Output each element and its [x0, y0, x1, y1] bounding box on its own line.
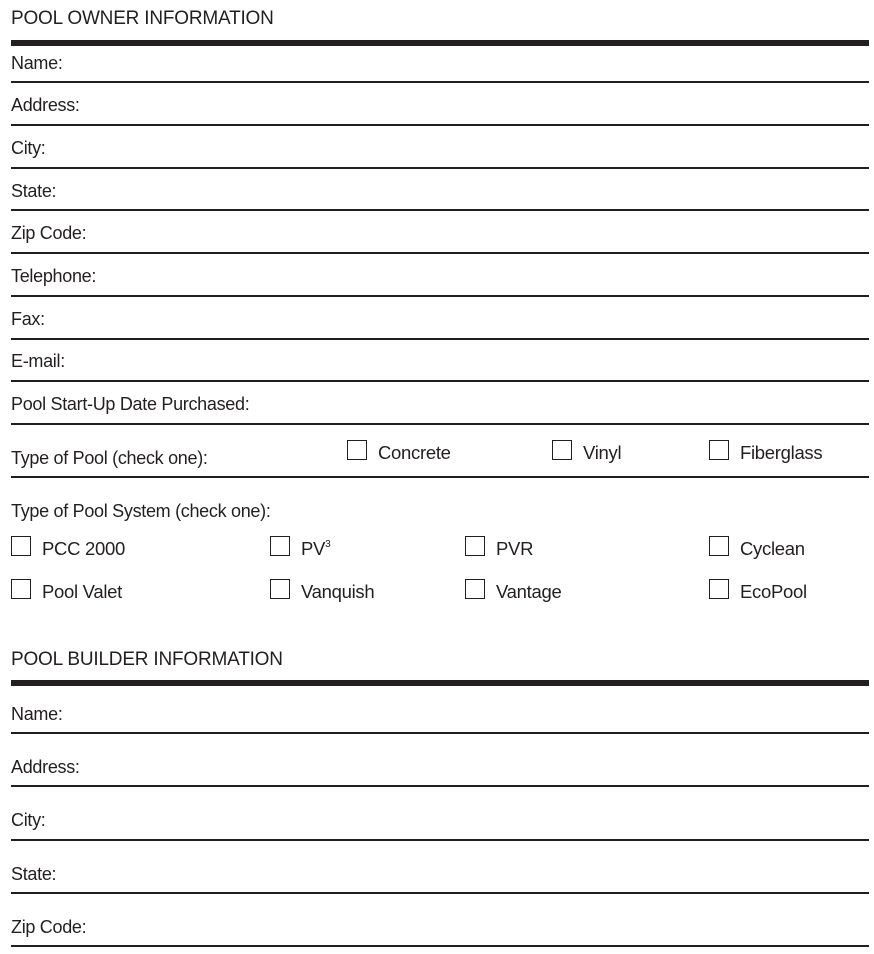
builder-heading-divider	[11, 680, 869, 686]
pool-system-pv3-option[interactable]	[270, 536, 330, 560]
builder-address-label: Address:	[11, 757, 80, 777]
owner-state-field[interactable]	[11, 209, 869, 211]
builder-city-field[interactable]	[11, 839, 869, 841]
builder-state-label: State:	[11, 864, 57, 884]
pool-system-ecopool-option[interactable]	[709, 579, 807, 603]
pool-type-label: Type of Pool (check one):	[11, 448, 208, 468]
pool-system-vantage-option[interactable]	[465, 579, 561, 603]
fiberglass-label: Fiberglass	[740, 442, 823, 463]
checkbox-cyclean[interactable]	[709, 536, 729, 556]
vantage-label: Vantage	[496, 581, 562, 602]
poolvalet-label: Pool Valet	[42, 581, 122, 602]
owner-zip-field[interactable]	[11, 252, 869, 254]
pool-type-vinyl-option[interactable]	[552, 440, 621, 464]
checkbox-concrete[interactable]	[347, 440, 367, 460]
owner-email-field[interactable]	[11, 380, 869, 382]
builder-zip-label: Zip Code:	[11, 917, 87, 937]
pool-system-label: Type of Pool System (check one):	[11, 501, 271, 521]
owner-state-label: State:	[11, 181, 57, 201]
checkbox-vinyl[interactable]	[552, 440, 572, 460]
pv3-label: $PV^3$	[301, 538, 331, 559]
builder-section-heading: POOL BUILDER INFORMATION	[11, 649, 283, 670]
owner-address-field[interactable]	[11, 124, 869, 126]
pool-system-poolvalet-option[interactable]	[11, 579, 122, 603]
owner-heading-divider	[11, 40, 869, 46]
owner-city-field[interactable]	[11, 167, 869, 169]
owner-telephone-field[interactable]	[11, 295, 869, 297]
pvr-label: PVR	[496, 538, 534, 559]
owner-fax-label: Fax:	[11, 309, 45, 329]
pcc2000-label: PCC 2000	[42, 538, 125, 559]
owner-section-heading: POOL OWNER INFORMATION	[11, 8, 274, 29]
checkbox-fiberglass[interactable]	[709, 440, 729, 460]
vinyl-label: Vinyl	[583, 442, 622, 463]
builder-name-label: Name:	[11, 704, 63, 724]
vanquish-label: Vanquish	[301, 581, 375, 602]
owner-email-label: E-mail:	[11, 351, 65, 371]
checkbox-pvr[interactable]	[465, 536, 485, 556]
pool-type-fiberglass-option[interactable]	[709, 440, 822, 464]
ecopool-label: EcoPool	[740, 581, 807, 602]
pool-system-pvr-option[interactable]	[465, 536, 533, 560]
owner-startup-date-field[interactable]	[11, 423, 869, 425]
owner-city-label: City:	[11, 138, 46, 158]
builder-zip-field[interactable]	[11, 945, 869, 947]
owner-startup-date-label: Pool Start-Up Date Purchased:	[11, 394, 250, 414]
builder-address-field[interactable]	[11, 785, 869, 787]
builder-name-field[interactable]	[11, 732, 869, 734]
owner-fax-field[interactable]	[11, 338, 869, 340]
cyclean-label: Cyclean	[740, 538, 805, 559]
pool-system-cyclean-option[interactable]	[709, 536, 805, 560]
owner-name-field[interactable]	[11, 81, 869, 83]
checkbox-pcc2000[interactable]	[11, 536, 31, 556]
owner-address-label: Address:	[11, 95, 80, 115]
pool-type-concrete-option[interactable]	[347, 440, 451, 464]
pool-type-divider	[11, 476, 869, 478]
checkbox-poolvalet[interactable]	[11, 579, 31, 599]
owner-telephone-label: Telephone:	[11, 266, 97, 286]
builder-state-field[interactable]	[11, 892, 869, 894]
owner-name-label: Name:	[11, 53, 63, 73]
checkbox-vanquish[interactable]	[270, 579, 290, 599]
pool-system-vanquish-option[interactable]	[270, 579, 374, 603]
owner-zip-label: Zip Code:	[11, 223, 87, 243]
builder-city-label: City:	[11, 810, 46, 830]
concrete-label: Concrete	[378, 442, 451, 463]
checkbox-pv3[interactable]	[270, 536, 290, 556]
pool-system-pcc2000-option[interactable]	[11, 536, 125, 560]
checkbox-ecopool[interactable]	[709, 579, 729, 599]
checkbox-vantage[interactable]	[465, 579, 485, 599]
